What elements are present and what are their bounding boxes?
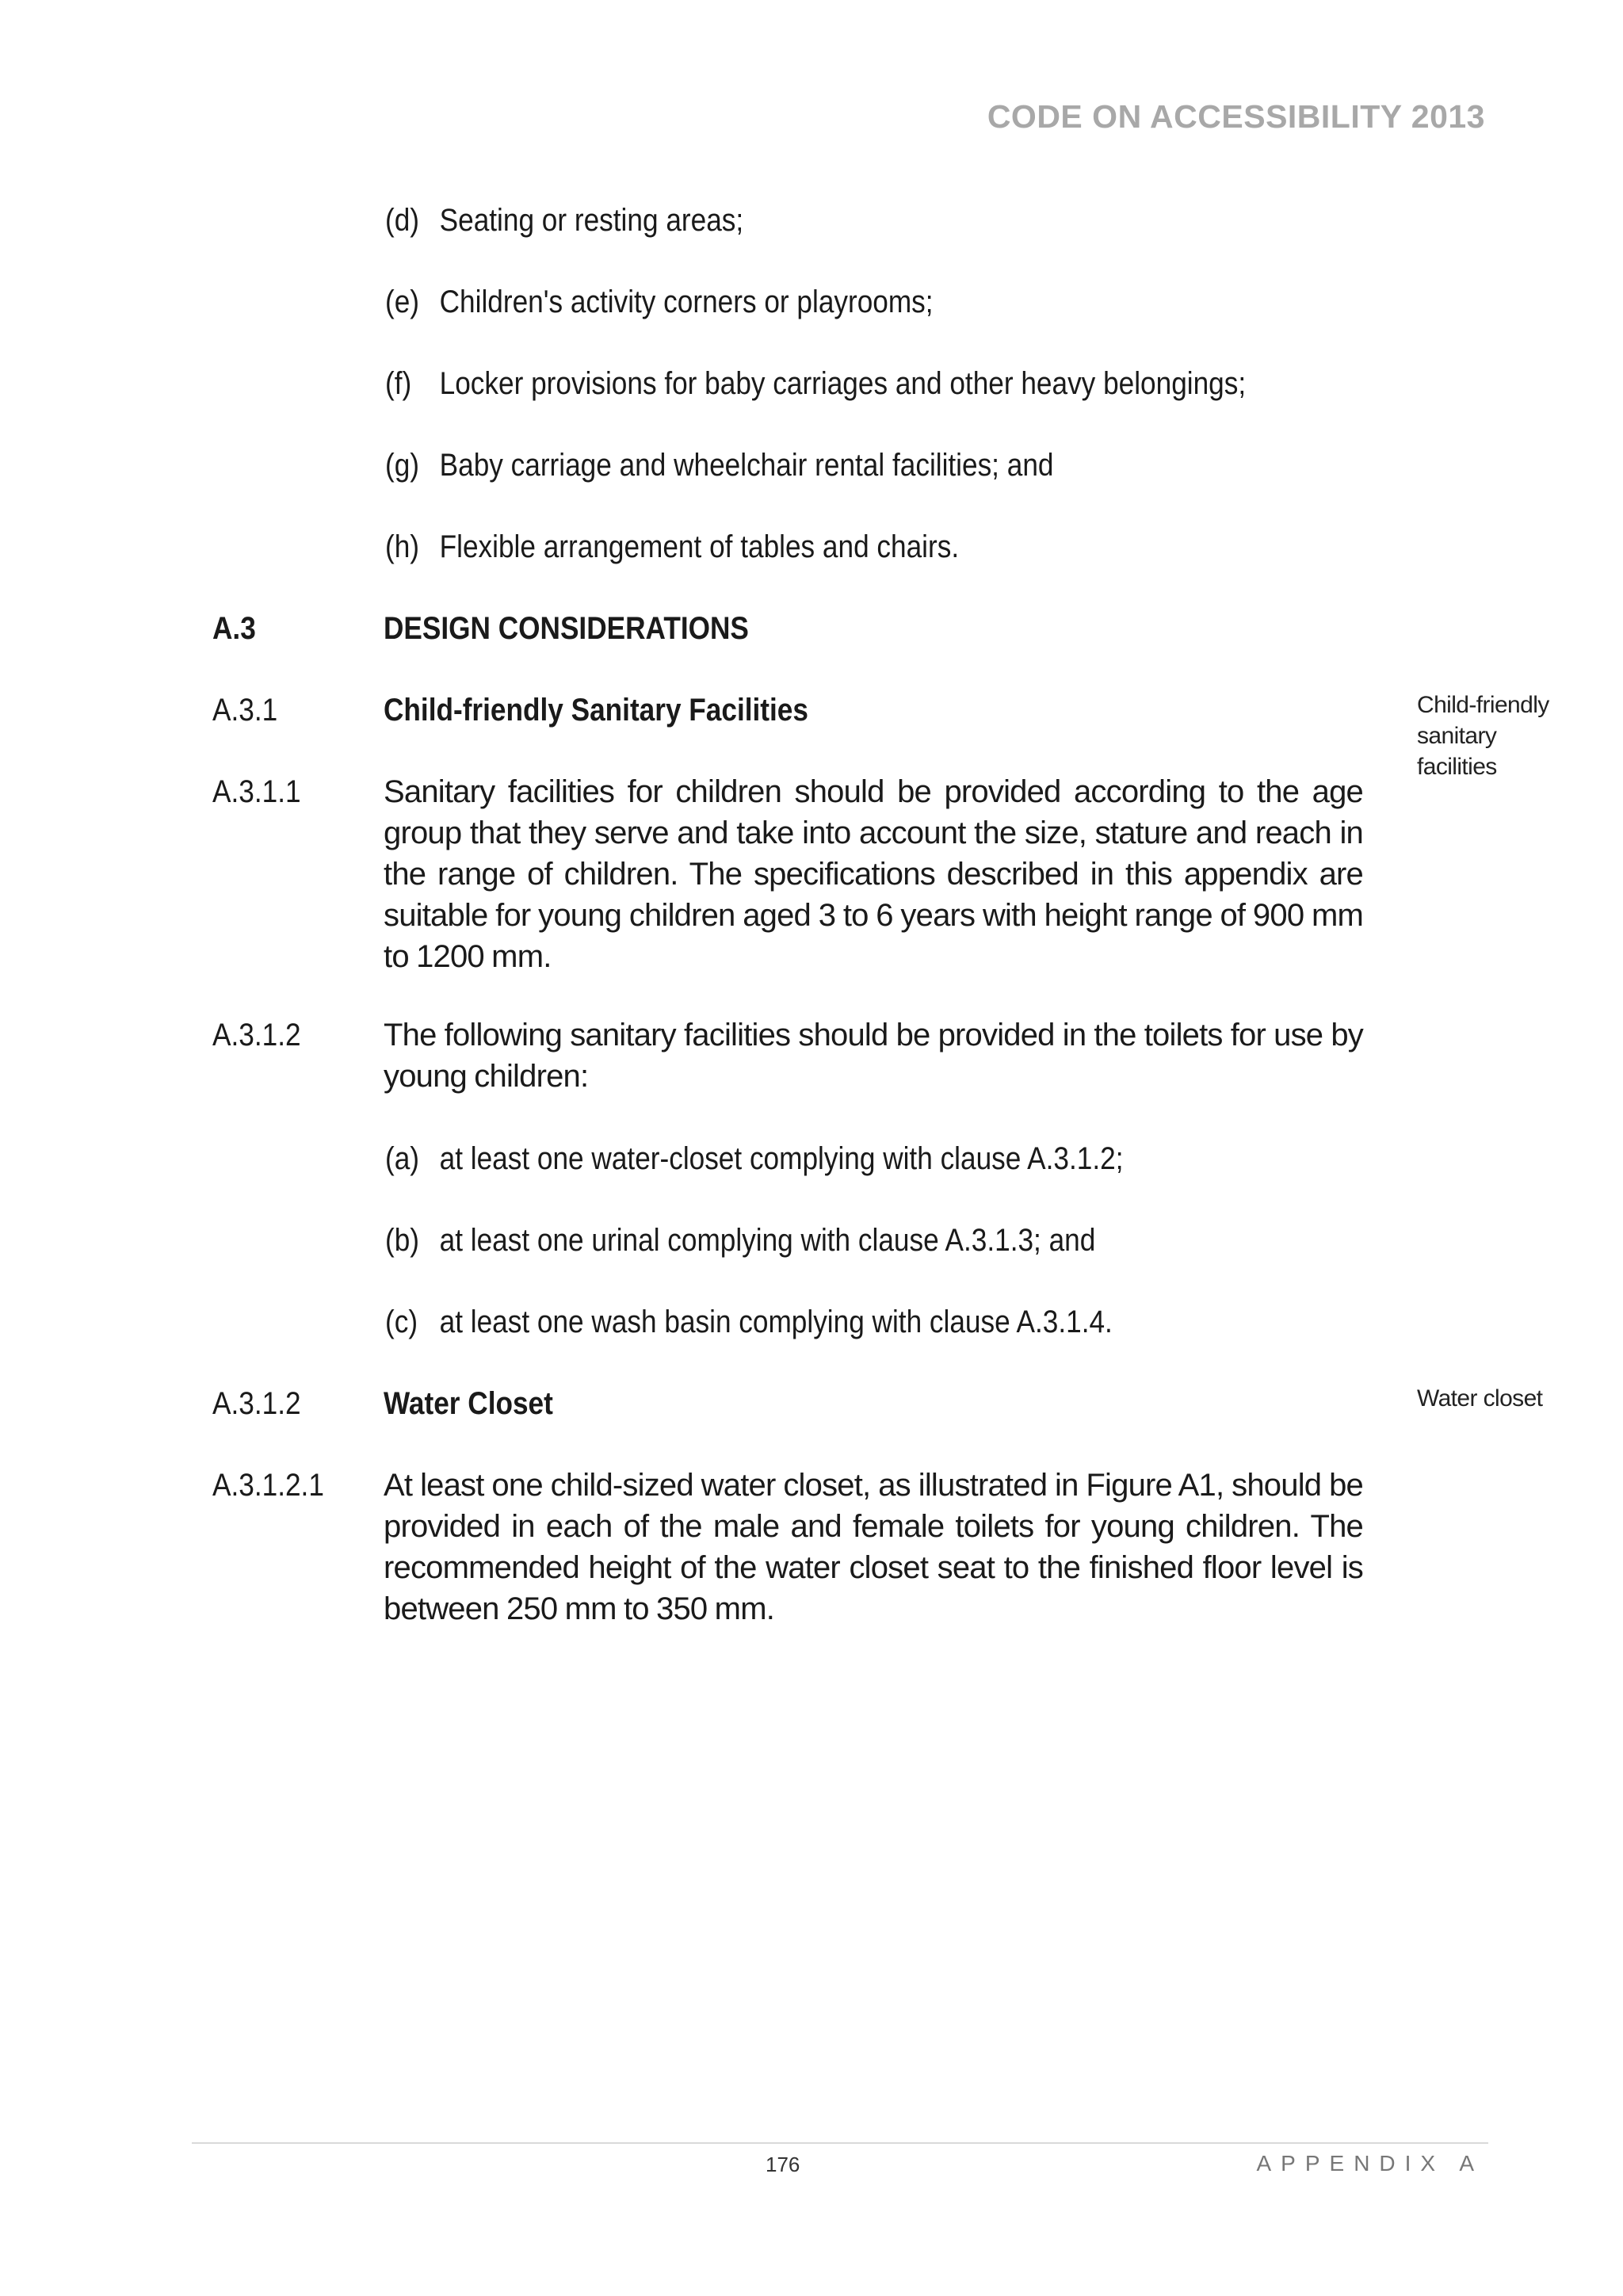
- clause-number: A.3.1.2: [212, 1018, 301, 1052]
- clause-heading: Child-friendly Sanitary Facilities: [384, 693, 808, 728]
- clause-number: A.3.1: [212, 693, 278, 728]
- clause-number: A.3.1.2: [212, 1386, 301, 1421]
- paragraph-line: suitable for young children aged 3 to 6 years with height range of 900 mm: [384, 898, 1363, 933]
- list-text: Flexible arrangement of tables and chairs.: [439, 529, 960, 564]
- sidenote-line: facilities: [1417, 754, 1497, 780]
- list-marker: (g): [385, 448, 420, 483]
- clause-number: A.3.1.1: [212, 774, 301, 809]
- sidenote-child-friendly: [1417, 690, 1591, 782]
- list-marker: (e): [385, 285, 420, 319]
- paragraph-line: Sanitary facilities for children should be provided according to the age: [384, 774, 1363, 809]
- footer-divider: [192, 2142, 1488, 2144]
- footer-appendix-label: APPENDIX A: [1256, 2151, 1484, 2176]
- sidenote-line: sanitary: [1417, 723, 1497, 749]
- sidenote-line: Child-friendly: [1417, 692, 1549, 718]
- page-number: 176: [766, 2153, 800, 2176]
- list-marker: (a): [385, 1141, 420, 1176]
- paragraph-line: young children:: [384, 1059, 589, 1094]
- paragraph-line: the range of children. The specifications described in this appendix are: [384, 857, 1363, 892]
- list-marker: (d): [385, 203, 420, 238]
- paragraph-line: provided in each of the male and female toilets for young children. The: [384, 1509, 1363, 1544]
- clause-paragraph: [384, 771, 1363, 977]
- clause-number: A.3.1.2.1: [212, 1468, 324, 1503]
- paragraph-line: to 1200 mm.: [384, 939, 552, 974]
- list-marker: (c): [385, 1305, 418, 1339]
- list-marker: (b): [385, 1223, 420, 1258]
- paragraph-line: At least one child-sized water closet, as illustrated in Figure A1, should be: [384, 1468, 1363, 1503]
- page-header-title: CODE ON ACCESSIBILITY 2013: [987, 98, 1485, 135]
- list-text: Seating or resting areas;: [439, 203, 744, 238]
- clause-paragraph: [384, 1465, 1363, 1629]
- list-text: at least one wash basin complying with clause A.3.1.4.: [439, 1305, 1113, 1339]
- section-number: A.3: [212, 611, 256, 646]
- list-marker: (h): [385, 529, 420, 564]
- paragraph-line: recommended height of the water closet seat to the finished floor level is: [384, 1550, 1363, 1585]
- list-text: Baby carriage and wheelchair rental facilities; and: [439, 448, 1054, 483]
- list-text: Children's activity corners or playrooms;: [439, 285, 934, 319]
- clause-paragraph: [384, 1014, 1363, 1097]
- section-heading: DESIGN CONSIDERATIONS: [384, 611, 749, 646]
- list-text: at least one water-closet complying with clause A.3.1.2;: [439, 1141, 1124, 1176]
- list-text: at least one urinal complying with clause A.3.1.3; and: [439, 1223, 1096, 1258]
- paragraph-line: The following sanitary facilities should be provided in the toilets for use by: [384, 1018, 1363, 1052]
- paragraph-line: group that they serve and take into account the size, stature and reach in: [384, 816, 1363, 850]
- list-marker: (f): [385, 366, 412, 401]
- clause-heading: Water Closet: [384, 1386, 553, 1421]
- sidenote-water-closet: Water closet: [1417, 1385, 1543, 1412]
- paragraph-line: between 250 mm to 350 mm.: [384, 1591, 775, 1626]
- list-text: Locker provisions for baby carriages and other heavy belongings;: [439, 366, 1247, 401]
